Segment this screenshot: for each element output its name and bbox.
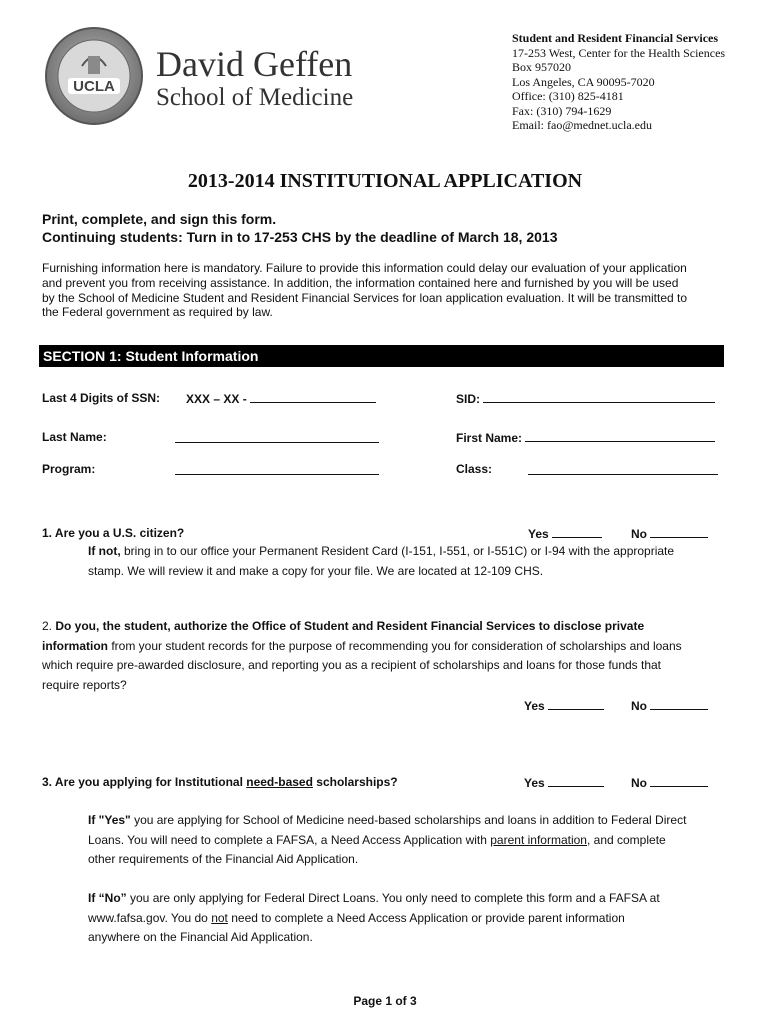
q1-yes-label: Yes (528, 527, 549, 541)
q3-no-note (88, 889, 748, 948)
last-name-label: Last Name: (42, 430, 107, 444)
intro-paragraph (42, 261, 732, 320)
q3-no-line: you are only applying for Federal Direct Loans. You only need to complete this form and a FAFSA at (126, 891, 660, 905)
last-name-field[interactable] (175, 431, 379, 443)
q1-if-not: If not, (88, 544, 121, 558)
office-phone: Office: (310) 825-4181 (512, 89, 624, 103)
program-field[interactable] (175, 463, 379, 475)
q3-no-line: need to complete a Need Access Application or provide parent information (227, 910, 625, 925)
q3-yes-line: other requirements of the Financial Aid Application. (88, 852, 359, 866)
q3-yes-label: Yes (524, 776, 545, 790)
q3-yes-head: If "Yes" (88, 813, 131, 827)
section-1-header: SECTION 1: Student Information (39, 345, 724, 367)
q2-yes-label: Yes (524, 699, 545, 713)
q2-line: which require pre-awarded disclosure, and reporting you as a recipient of scholarships and loans for those funds that (42, 658, 662, 672)
q2-line: require reports? (42, 677, 127, 692)
intro-line: the Federal government as required by law. (42, 305, 273, 320)
sid-field[interactable] (483, 391, 715, 403)
q3-no-line: www.fafsa.gov. You do (88, 910, 212, 925)
program-label: Program: (42, 462, 96, 476)
q3-part: scholarships? (312, 775, 398, 789)
q1-note-line: stamp. We will review it and make a copy for your file. We are located at 12-109 CHS. (88, 563, 544, 578)
q3-yes-line: , and complete (586, 832, 666, 847)
q1-note-line: bring in to our office your Permanent Resident Card (I-151, I-551, or I-551C) or I-94 with the appropriate (120, 544, 675, 558)
q3-no-label: No (631, 776, 647, 790)
sid-label: SID: (456, 392, 480, 406)
q3-no-line: not (211, 910, 228, 925)
intro-line: by the School of Medicine Student and Resident Financial Services for loan application evaluation. It will be transmitted to (42, 290, 688, 305)
office-email: Email: fao@mednet.ucla.edu (512, 118, 652, 132)
instruction-line1: Print, complete, and sign this form. (42, 211, 277, 227)
ssn-prefix: XXX – XX - (186, 392, 247, 406)
page-number: Page 1 of 3 (353, 994, 417, 1008)
q2-num: 2. (42, 619, 56, 633)
q3-yes-line: parent information (490, 832, 587, 847)
first-name-label: First Name: (456, 431, 523, 445)
q2-bold: Do you, the student, authorize the Office of Student and Resident Financial Services to disclose private (55, 619, 645, 633)
q1-note (88, 542, 674, 581)
q3-no-head: If “No” (88, 891, 127, 905)
q3-yes-line: Loans. You will need to complete a FAFSA, a Need Access Application with (88, 832, 491, 847)
class-label: Class: (456, 462, 493, 476)
office-address: 17-253 West, Center for the Health Sciences (512, 45, 726, 60)
q3-yes-note (88, 811, 748, 870)
q3-no-line: anywhere on the Financial Aid Application. (88, 930, 313, 944)
ssn-label: Last 4 Digits of SSN: (42, 391, 161, 405)
q2-no-field[interactable] (650, 698, 708, 710)
first-name-field[interactable] (525, 430, 715, 442)
office-contact-block (512, 31, 725, 133)
q3-yes-line: you are applying for School of Medicine need-based scholarships and loans in addition to Federal Direct (130, 813, 687, 827)
office-box: Box 957020 (512, 60, 572, 74)
q3-part: need-based (246, 775, 313, 789)
office-name: Student and Resident Financial Services (512, 31, 719, 45)
q1-text: 1. Are you a U.S. citizen? (42, 526, 185, 540)
q2-bold: information (42, 638, 108, 653)
q3-no-field[interactable] (650, 775, 708, 787)
intro-line: Furnishing information here is mandatory. Failure to provide this information could delay our evaluation of your application (42, 261, 687, 275)
intro-line: and prevent you from receiving assistance. In addition, the information contained here and furnished by you will be used (42, 275, 679, 290)
school-name-line2: School of Medicine (156, 84, 354, 111)
school-name-line1: David Geffen (156, 44, 353, 84)
office-city: Los Angeles, CA 90095-7020 (512, 74, 655, 89)
class-field[interactable] (528, 463, 718, 475)
q3-part: 3. Are you applying for (42, 775, 175, 789)
ucla-seal-logo (44, 26, 144, 126)
q3-text (42, 775, 398, 789)
school-name (156, 45, 353, 113)
q3-yes-field[interactable] (548, 775, 604, 787)
q2-yes-field[interactable] (548, 698, 604, 710)
seal-text: UCLA (73, 78, 115, 95)
office-fax: Fax: (310) 794-1629 (512, 103, 612, 118)
q3-part: Institutional (174, 775, 247, 789)
q2-no-label: No (631, 699, 647, 713)
q2-text (42, 617, 742, 695)
q1-no-label: No (631, 527, 647, 541)
q1-yes-field[interactable] (552, 526, 602, 538)
ssn-field[interactable] (250, 391, 376, 403)
q2-line: from your student records for the purpose of recommending you for consideration of scholarships and loans (108, 638, 682, 653)
instruction-line2: Continuing students: Turn in to 17-253 CHS by the deadline of March 18, 2013 (42, 229, 558, 245)
page-title: 2013-2014 INSTITUTIONAL APPLICATION (187, 170, 583, 192)
q1-no-field[interactable] (650, 526, 708, 538)
